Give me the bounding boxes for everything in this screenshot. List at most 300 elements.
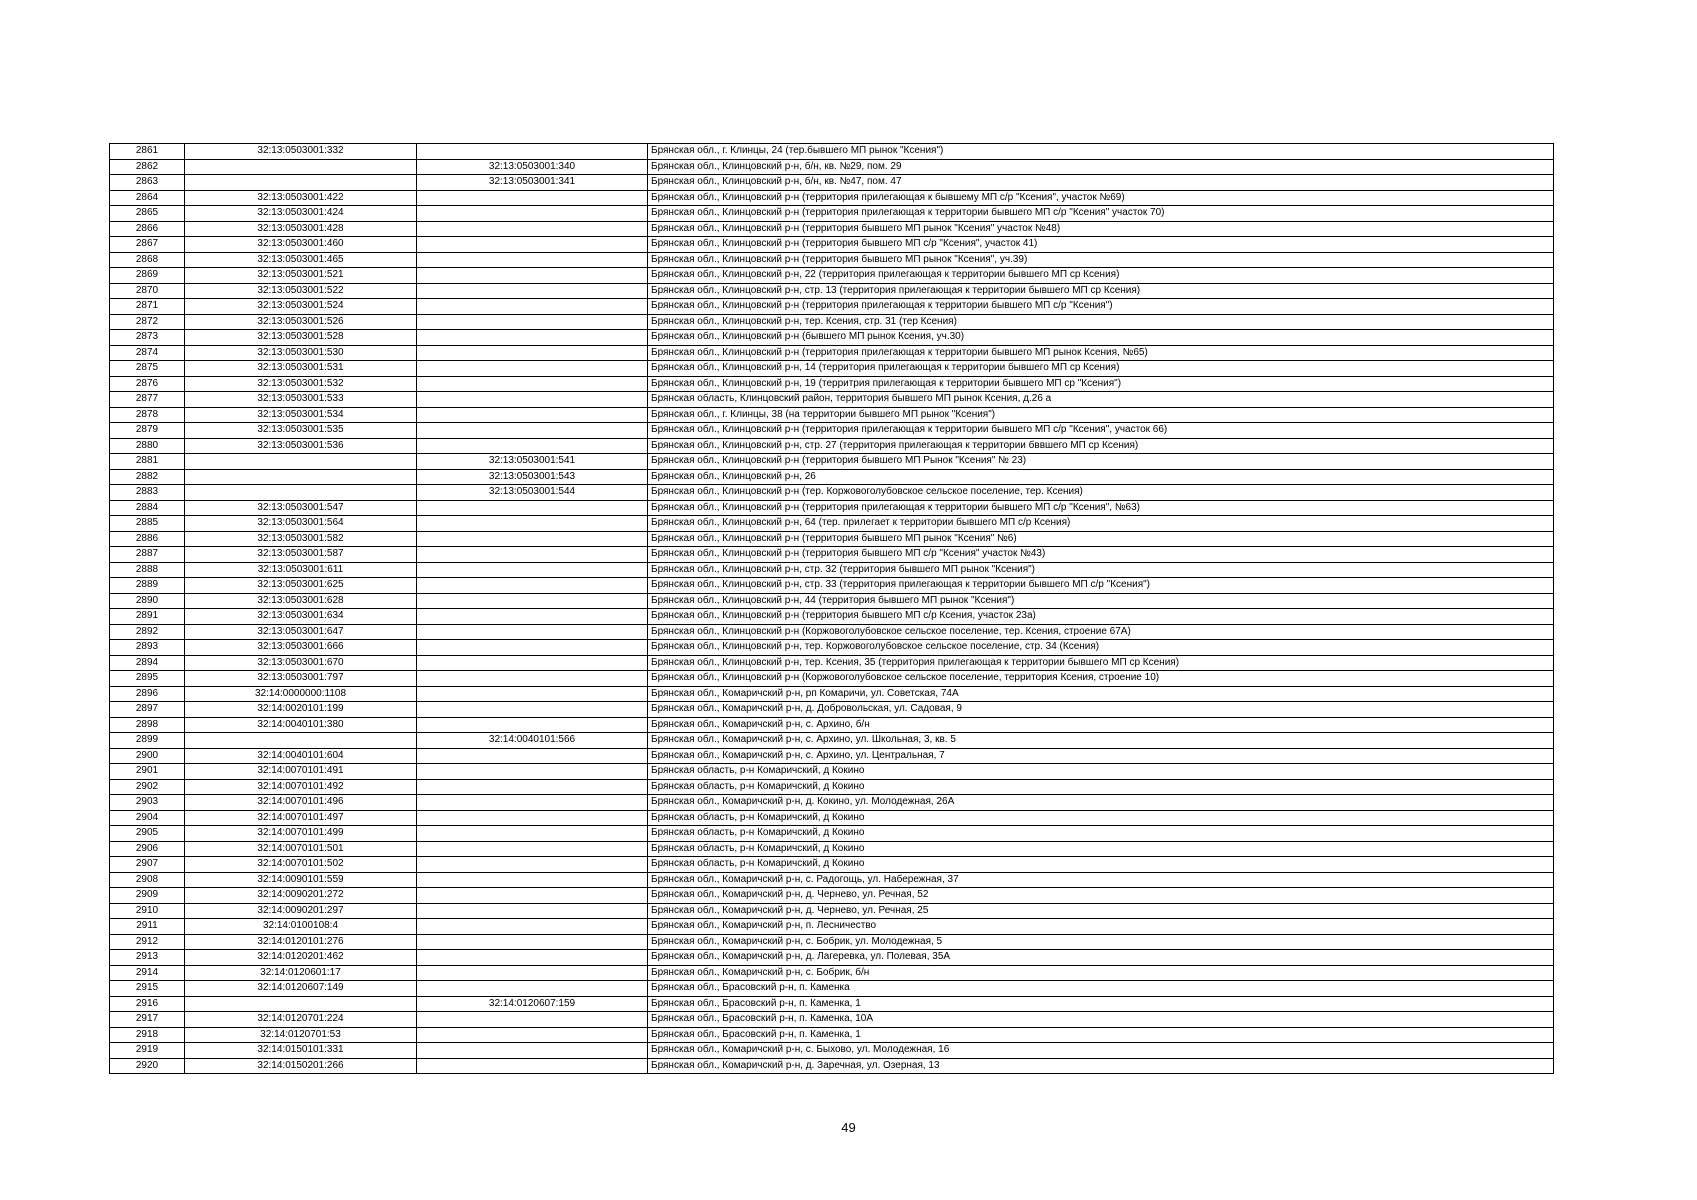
cadastral-number-alt-cell bbox=[417, 671, 648, 687]
row-number-cell: 2865 bbox=[110, 206, 185, 222]
cadastral-number-alt-cell bbox=[417, 144, 648, 160]
row-number-cell: 2891 bbox=[110, 609, 185, 625]
table-row bbox=[110, 919, 1554, 935]
cadastral-number-cell: 32:14:0120607:149 bbox=[185, 981, 417, 997]
table-row bbox=[110, 283, 1554, 299]
row-number-cell: 2914 bbox=[110, 965, 185, 981]
cadastral-number-cell: 32:14:0020101:199 bbox=[185, 702, 417, 718]
table-row bbox=[110, 1058, 1554, 1074]
address-cell: Брянская обл., Клинцовский р-н (территория прилегающая к территории бывшего МП с/р "Ксения") bbox=[648, 299, 1554, 315]
cadastral-number-cell: 32:13:0503001:532 bbox=[185, 376, 417, 392]
address-cell: Брянская обл., Комаричский р-н, д. Лагеревка, ул. Полевая, 35А bbox=[648, 950, 1554, 966]
cadastral-number-cell: 32:14:0090201:272 bbox=[185, 888, 417, 904]
table-row bbox=[110, 702, 1554, 718]
table-row bbox=[110, 438, 1554, 454]
address-cell: Брянская обл., Клинцовский р-н (территория прилегающая к территории бывшего МП с/р "Ксения" участок 70) bbox=[648, 206, 1554, 222]
cadastral-number-alt-cell bbox=[417, 578, 648, 594]
cadastral-number-alt-cell bbox=[417, 206, 648, 222]
cadastral-number-alt-cell bbox=[417, 345, 648, 361]
row-number-cell: 2876 bbox=[110, 376, 185, 392]
cadastral-number-cell bbox=[185, 996, 417, 1012]
cadastral-number-alt-cell bbox=[417, 531, 648, 547]
cadastral-number-alt-cell bbox=[417, 810, 648, 826]
address-cell: Брянская обл., Комаричский р-н, с. Бобрик, б/н bbox=[648, 965, 1554, 981]
cadastral-number-cell: 32:13:0503001:524 bbox=[185, 299, 417, 315]
cadastral-number-alt-cell bbox=[417, 268, 648, 284]
address-cell: Брянская обл., Комаричский р-н, с. Радогощь, ул. Набережная, 37 bbox=[648, 872, 1554, 888]
address-cell: Брянская область, Клинцовский район, территория бывшего МП рынок Ксения, д.26 а bbox=[648, 392, 1554, 408]
cadastral-number-alt-cell bbox=[417, 252, 648, 268]
cadastral-number-cell: 32:13:0503001:628 bbox=[185, 593, 417, 609]
table-row bbox=[110, 221, 1554, 237]
row-number-cell: 2911 bbox=[110, 919, 185, 935]
table-row bbox=[110, 640, 1554, 656]
cadastral-number-cell: 32:13:0503001:522 bbox=[185, 283, 417, 299]
cadastral-number-cell bbox=[185, 454, 417, 470]
table-row bbox=[110, 888, 1554, 904]
row-number-cell: 2894 bbox=[110, 655, 185, 671]
table-row bbox=[110, 872, 1554, 888]
row-number-cell: 2870 bbox=[110, 283, 185, 299]
table-row bbox=[110, 655, 1554, 671]
cadastral-number-alt-cell bbox=[417, 1012, 648, 1028]
address-cell: Брянская обл., Клинцовский р-н, б/н, кв. №29, пом. 29 bbox=[648, 159, 1554, 175]
cadastral-number-cell: 32:14:0040101:380 bbox=[185, 717, 417, 733]
row-number-cell: 2862 bbox=[110, 159, 185, 175]
cadastral-number-alt-cell: 32:13:0503001:341 bbox=[417, 175, 648, 191]
table-row bbox=[110, 609, 1554, 625]
cadastral-number-alt-cell bbox=[417, 686, 648, 702]
address-cell: Брянская обл., Брасовский р-н, п. Каменка bbox=[648, 981, 1554, 997]
cadastral-number-cell: 32:14:0120701:53 bbox=[185, 1027, 417, 1043]
cadastral-number-cell: 32:13:0503001:428 bbox=[185, 221, 417, 237]
table-row bbox=[110, 485, 1554, 501]
address-cell: Брянская обл., г. Клинцы, 24 (тер.бывшего МП рынок "Ксения") bbox=[648, 144, 1554, 160]
table-row bbox=[110, 717, 1554, 733]
table-row bbox=[110, 175, 1554, 191]
address-cell: Брянская обл., Клинцовский р-н (территория прилегающая к бывшему МП с/р "Ксения", участок №69) bbox=[648, 190, 1554, 206]
address-cell: Брянская обл., Клинцовский р-н, стр. 32 (территория бывшего МП рынок "Ксения") bbox=[648, 562, 1554, 578]
address-cell: Брянская область, р-н Комаричский, д Кокино bbox=[648, 857, 1554, 873]
cadastral-number-cell: 32:13:0503001:533 bbox=[185, 392, 417, 408]
cadastral-number-cell: 32:13:0503001:526 bbox=[185, 314, 417, 330]
table-row bbox=[110, 965, 1554, 981]
table-row bbox=[110, 314, 1554, 330]
cadastral-number-cell: 32:13:0503001:547 bbox=[185, 500, 417, 516]
table-row bbox=[110, 810, 1554, 826]
cadastral-number-alt-cell bbox=[417, 888, 648, 904]
table-row bbox=[110, 392, 1554, 408]
row-number-cell: 2869 bbox=[110, 268, 185, 284]
table-row bbox=[110, 562, 1554, 578]
table-row bbox=[110, 779, 1554, 795]
cadastral-number-cell bbox=[185, 733, 417, 749]
row-number-cell: 2900 bbox=[110, 748, 185, 764]
address-cell: Брянская обл., Клинцовский р-н, 44 (территория бывшего МП рынок "Ксения") bbox=[648, 593, 1554, 609]
address-cell: Брянская обл., Клинцовский р-н (Коржовоголубовское сельское поселение, территория Ксения, строение 10) bbox=[648, 671, 1554, 687]
table-row bbox=[110, 469, 1554, 485]
address-cell: Брянская обл., Комаричский р-н, д. Заречная, ул. Озерная, 13 bbox=[648, 1058, 1554, 1074]
table-row bbox=[110, 1027, 1554, 1043]
row-number-cell: 2913 bbox=[110, 950, 185, 966]
address-cell: Брянская обл., Клинцовский р-н (территория бывшего МП с/р "Ксения", участок 41) bbox=[648, 237, 1554, 253]
cadastral-number-cell: 32:13:0503001:670 bbox=[185, 655, 417, 671]
table-row bbox=[110, 593, 1554, 609]
row-number-cell: 2898 bbox=[110, 717, 185, 733]
address-cell: Брянская обл., Клинцовский р-н, б/н, кв. №47, пом. 47 bbox=[648, 175, 1554, 191]
cadastral-number-alt-cell bbox=[417, 655, 648, 671]
address-cell: Брянская обл., Клинцовский р-н, тер. Ксения, стр. 31 (тер Ксения) bbox=[648, 314, 1554, 330]
table-row bbox=[110, 764, 1554, 780]
address-cell: Брянская обл., Брасовский р-н, п. Каменка, 1 bbox=[648, 1027, 1554, 1043]
row-number-cell: 2919 bbox=[110, 1043, 185, 1059]
address-cell: Брянская обл., Клинцовский р-н (территория бывшего МП рынок "Ксения" участок №48) bbox=[648, 221, 1554, 237]
cadastral-number-cell: 32:14:0150101:331 bbox=[185, 1043, 417, 1059]
table-row bbox=[110, 748, 1554, 764]
address-cell: Брянская обл., Клинцовский р-н, 22 (территория прилегающая к территории бывшего МП ср Ксения) bbox=[648, 268, 1554, 284]
cadastral-number-cell: 32:14:0120701:224 bbox=[185, 1012, 417, 1028]
address-cell: Брянская обл., Клинцовский р-н (территория прилегающая к территории бывшего МП с/р "Ксения", участок 66) bbox=[648, 423, 1554, 439]
cadastral-number-cell bbox=[185, 159, 417, 175]
cadastral-number-alt-cell bbox=[417, 779, 648, 795]
address-cell: Брянская обл., Комаричский р-н, с. Бобрик, ул. Молодежная, 5 bbox=[648, 934, 1554, 950]
cadastral-number-cell: 32:14:0070101:497 bbox=[185, 810, 417, 826]
cadastral-number-alt-cell bbox=[417, 190, 648, 206]
address-cell: Брянская обл., Комаричский р-н, с. Архино, ул. Центральная, 7 bbox=[648, 748, 1554, 764]
row-number-cell: 2890 bbox=[110, 593, 185, 609]
row-number-cell: 2897 bbox=[110, 702, 185, 718]
row-number-cell: 2910 bbox=[110, 903, 185, 919]
address-cell: Брянская обл., Клинцовский р-н, стр. 33 (территория прилегающая к территории бывшего МП с/р "Ксения") bbox=[648, 578, 1554, 594]
row-number-cell: 2895 bbox=[110, 671, 185, 687]
table-row bbox=[110, 1012, 1554, 1028]
table-row bbox=[110, 190, 1554, 206]
cadastral-number-alt-cell bbox=[417, 841, 648, 857]
cadastral-number-cell: 32:14:0090101:559 bbox=[185, 872, 417, 888]
cadastral-number-alt-cell bbox=[417, 903, 648, 919]
address-cell: Брянская область, р-н Комаричский, д Кокино bbox=[648, 779, 1554, 795]
address-cell: Брянская обл., Клинцовский р-н (тер. Коржовоголубовское сельское поселение, тер. Ксения) bbox=[648, 485, 1554, 501]
cadastral-number-alt-cell bbox=[417, 857, 648, 873]
address-cell: Брянская обл., Клинцовский р-н, стр. 27 (территория прилегающая к территории бввшего МП ср Ксения) bbox=[648, 438, 1554, 454]
row-number-cell: 2909 bbox=[110, 888, 185, 904]
cadastral-number-cell: 32:13:0503001:587 bbox=[185, 547, 417, 563]
row-number-cell: 2880 bbox=[110, 438, 185, 454]
cadastral-number-cell: 32:14:0120601:17 bbox=[185, 965, 417, 981]
cadastral-number-cell: 32:13:0503001:666 bbox=[185, 640, 417, 656]
table-row bbox=[110, 624, 1554, 640]
cadastral-number-alt-cell bbox=[417, 919, 648, 935]
cadastral-number-cell: 32:13:0503001:536 bbox=[185, 438, 417, 454]
cadastral-number-cell: 32:13:0503001:422 bbox=[185, 190, 417, 206]
table-row bbox=[110, 671, 1554, 687]
row-number-cell: 2899 bbox=[110, 733, 185, 749]
registry-table bbox=[109, 143, 1554, 1074]
address-cell: Брянская обл., Клинцовский р-н, тер. Ксения, 35 (территория прилегающая к территории бывшего МП ср Ксения) bbox=[648, 655, 1554, 671]
row-number-cell: 2901 bbox=[110, 764, 185, 780]
cadastral-number-alt-cell bbox=[417, 562, 648, 578]
row-number-cell: 2905 bbox=[110, 826, 185, 842]
cadastral-number-alt-cell bbox=[417, 593, 648, 609]
cadastral-number-alt-cell bbox=[417, 826, 648, 842]
cadastral-number-cell: 32:13:0503001:528 bbox=[185, 330, 417, 346]
cadastral-number-cell: 32:14:0070101:499 bbox=[185, 826, 417, 842]
cadastral-number-cell: 32:14:0070101:502 bbox=[185, 857, 417, 873]
table-row bbox=[110, 1043, 1554, 1059]
cadastral-number-cell: 32:14:0070101:501 bbox=[185, 841, 417, 857]
cadastral-number-alt-cell bbox=[417, 748, 648, 764]
cadastral-number-alt-cell bbox=[417, 299, 648, 315]
cadastral-number-alt-cell bbox=[417, 283, 648, 299]
cadastral-number-alt-cell bbox=[417, 361, 648, 377]
cadastral-number-alt-cell: 32:14:0120607:159 bbox=[417, 996, 648, 1012]
cadastral-number-alt-cell bbox=[417, 516, 648, 532]
cadastral-number-alt-cell bbox=[417, 965, 648, 981]
address-cell: Брянская область, р-н Комаричский, д Кокино bbox=[648, 826, 1554, 842]
address-cell: Брянская обл., Клинцовский р-н (территория прилегающая к территории бывшего МП с/р "Ксения", №63) bbox=[648, 500, 1554, 516]
cadastral-number-cell: 32:13:0503001:611 bbox=[185, 562, 417, 578]
row-number-cell: 2904 bbox=[110, 810, 185, 826]
table-row bbox=[110, 500, 1554, 516]
table-row bbox=[110, 237, 1554, 253]
cadastral-number-cell: 32:14:0090201:297 bbox=[185, 903, 417, 919]
row-number-cell: 2917 bbox=[110, 1012, 185, 1028]
address-cell: Брянская обл., Клинцовский р-н (бывшего МП рынок Ксения, уч.30) bbox=[648, 330, 1554, 346]
cadastral-number-cell: 32:13:0503001:797 bbox=[185, 671, 417, 687]
address-cell: Брянская область, р-н Комаричский, д Кокино bbox=[648, 810, 1554, 826]
cadastral-number-cell: 32:13:0503001:332 bbox=[185, 144, 417, 160]
cadastral-number-alt-cell bbox=[417, 314, 648, 330]
row-number-cell: 2878 bbox=[110, 407, 185, 423]
row-number-cell: 2918 bbox=[110, 1027, 185, 1043]
row-number-cell: 2872 bbox=[110, 314, 185, 330]
cadastral-number-cell: 32:13:0503001:465 bbox=[185, 252, 417, 268]
row-number-cell: 2881 bbox=[110, 454, 185, 470]
cadastral-number-alt-cell: 32:13:0503001:544 bbox=[417, 485, 648, 501]
table-row bbox=[110, 144, 1554, 160]
table-row bbox=[110, 454, 1554, 470]
row-number-cell: 2907 bbox=[110, 857, 185, 873]
cadastral-number-alt-cell bbox=[417, 500, 648, 516]
cadastral-number-cell: 32:14:0070101:496 bbox=[185, 795, 417, 811]
cadastral-number-alt-cell: 32:14:0040101:566 bbox=[417, 733, 648, 749]
table-row bbox=[110, 252, 1554, 268]
table-row bbox=[110, 903, 1554, 919]
table-row bbox=[110, 516, 1554, 532]
table-row bbox=[110, 407, 1554, 423]
table-row bbox=[110, 345, 1554, 361]
table-row bbox=[110, 996, 1554, 1012]
table-row bbox=[110, 361, 1554, 377]
cadastral-number-alt-cell bbox=[417, 547, 648, 563]
cadastral-number-cell: 32:13:0503001:535 bbox=[185, 423, 417, 439]
row-number-cell: 2893 bbox=[110, 640, 185, 656]
cadastral-number-alt-cell bbox=[417, 934, 648, 950]
address-cell: Брянская обл., г. Клинцы, 38 (на территории бывшего МП рынок "Ксения") bbox=[648, 407, 1554, 423]
address-cell: Брянская обл., Комаричский р-н, рп Комаричи, ул. Советская, 74А bbox=[648, 686, 1554, 702]
row-number-cell: 2892 bbox=[110, 624, 185, 640]
cadastral-number-cell: 32:13:0503001:634 bbox=[185, 609, 417, 625]
row-number-cell: 2864 bbox=[110, 190, 185, 206]
table-row bbox=[110, 299, 1554, 315]
cadastral-number-cell: 32:14:0120101:276 bbox=[185, 934, 417, 950]
cadastral-number-alt-cell bbox=[417, 1043, 648, 1059]
cadastral-number-alt-cell bbox=[417, 764, 648, 780]
table-row bbox=[110, 857, 1554, 873]
cadastral-number-alt-cell bbox=[417, 407, 648, 423]
address-cell: Брянская область, р-н Комаричский, д Кокино bbox=[648, 841, 1554, 857]
row-number-cell: 2903 bbox=[110, 795, 185, 811]
row-number-cell: 2871 bbox=[110, 299, 185, 315]
address-cell: Брянская обл., Клинцовский р-н, тер. Коржовоголубовское сельское поселение, стр. 34 (Ксения) bbox=[648, 640, 1554, 656]
cadastral-number-cell: 32:13:0503001:625 bbox=[185, 578, 417, 594]
row-number-cell: 2879 bbox=[110, 423, 185, 439]
address-cell: Брянская обл., Комаричский р-н, с. Архино, ул. Школьная, 3, кв. 5 bbox=[648, 733, 1554, 749]
table-row bbox=[110, 795, 1554, 811]
table-row bbox=[110, 268, 1554, 284]
cadastral-number-cell bbox=[185, 175, 417, 191]
cadastral-number-alt-cell bbox=[417, 950, 648, 966]
registry-table-body bbox=[110, 144, 1554, 1074]
cadastral-number-cell: 32:14:0070101:491 bbox=[185, 764, 417, 780]
cadastral-number-alt-cell bbox=[417, 376, 648, 392]
address-cell: Брянская обл., Клинцовский р-н (территория прилегающая к территории бывшего МП рынок Ксения, №65) bbox=[648, 345, 1554, 361]
row-number-cell: 2883 bbox=[110, 485, 185, 501]
table-row bbox=[110, 733, 1554, 749]
address-cell: Брянская обл., Клинцовский р-н (территория бывшего МП рынок "Ксения" №6) bbox=[648, 531, 1554, 547]
table-row bbox=[110, 934, 1554, 950]
cadastral-number-alt-cell bbox=[417, 609, 648, 625]
cadastral-number-cell: 32:13:0503001:521 bbox=[185, 268, 417, 284]
row-number-cell: 2866 bbox=[110, 221, 185, 237]
address-cell: Брянская обл., Комаричский р-н, д. Чернево, ул. Речная, 25 bbox=[648, 903, 1554, 919]
cadastral-number-cell: 32:14:0100108:4 bbox=[185, 919, 417, 935]
row-number-cell: 2887 bbox=[110, 547, 185, 563]
address-cell: Брянская обл., Клинцовский р-н, 19 (территрия прилегающая к территории бывшего МП ср "Ксения") bbox=[648, 376, 1554, 392]
row-number-cell: 2877 bbox=[110, 392, 185, 408]
address-cell: Брянская обл., Клинцовский р-н (территория бывшего МП Рынок "Ксения" № 23) bbox=[648, 454, 1554, 470]
cadastral-number-cell: 32:13:0503001:647 bbox=[185, 624, 417, 640]
cadastral-number-alt-cell bbox=[417, 1027, 648, 1043]
row-number-cell: 2920 bbox=[110, 1058, 185, 1074]
cadastral-number-cell: 32:14:0120201:462 bbox=[185, 950, 417, 966]
row-number-cell: 2912 bbox=[110, 934, 185, 950]
address-cell: Брянская обл., Клинцовский р-н, 26 bbox=[648, 469, 1554, 485]
row-number-cell: 2896 bbox=[110, 686, 185, 702]
cadastral-number-alt-cell: 32:13:0503001:541 bbox=[417, 454, 648, 470]
cadastral-number-cell: 32:13:0503001:460 bbox=[185, 237, 417, 253]
cadastral-number-alt-cell bbox=[417, 624, 648, 640]
cadastral-number-cell: 32:14:0150201:266 bbox=[185, 1058, 417, 1074]
cadastral-number-alt-cell bbox=[417, 423, 648, 439]
cadastral-number-alt-cell bbox=[417, 795, 648, 811]
address-cell: Брянская обл., Клинцовский р-н (территория бывшего МП с/р "Ксения" участок №43) bbox=[648, 547, 1554, 563]
address-cell: Брянская обл., Клинцовский р-н (территория бывшего МП с/р Ксения, участок 23а) bbox=[648, 609, 1554, 625]
table-row bbox=[110, 578, 1554, 594]
address-cell: Брянская обл., Комаричский р-н, с. Архино, б/н bbox=[648, 717, 1554, 733]
row-number-cell: 2868 bbox=[110, 252, 185, 268]
address-cell: Брянская обл., Клинцовский р-н, 14 (территория прилегающая к территории бывшего МП ср Ксения) bbox=[648, 361, 1554, 377]
cadastral-number-alt-cell bbox=[417, 702, 648, 718]
cadastral-number-cell: 32:14:0000000:1108 bbox=[185, 686, 417, 702]
cadastral-number-cell: 32:13:0503001:531 bbox=[185, 361, 417, 377]
cadastral-number-cell: 32:13:0503001:582 bbox=[185, 531, 417, 547]
cadastral-number-cell: 32:13:0503001:534 bbox=[185, 407, 417, 423]
row-number-cell: 2884 bbox=[110, 500, 185, 516]
cadastral-number-cell: 32:13:0503001:424 bbox=[185, 206, 417, 222]
address-cell: Брянская обл., Клинцовский р-н (Коржовоголубовское сельское поселение, тер. Ксения, строение 67А) bbox=[648, 624, 1554, 640]
table-row bbox=[110, 950, 1554, 966]
cadastral-number-alt-cell: 32:13:0503001:543 bbox=[417, 469, 648, 485]
page-number: 49 bbox=[841, 1120, 856, 1135]
cadastral-number-cell bbox=[185, 485, 417, 501]
address-cell: Брянская обл., Комаричский р-н, д. Чернево, ул. Речная, 52 bbox=[648, 888, 1554, 904]
address-cell: Брянская область, р-н Комаричский, д Кокино bbox=[648, 764, 1554, 780]
row-number-cell: 2873 bbox=[110, 330, 185, 346]
address-cell: Брянская обл., Комаричский р-н, д. Кокино, ул. Молодежная, 26А bbox=[648, 795, 1554, 811]
cadastral-number-alt-cell bbox=[417, 237, 648, 253]
table-row bbox=[110, 159, 1554, 175]
address-cell: Брянская обл., Комаричский р-н, п. Лесничество bbox=[648, 919, 1554, 935]
row-number-cell: 2915 bbox=[110, 981, 185, 997]
cadastral-number-alt-cell bbox=[417, 438, 648, 454]
row-number-cell: 2902 bbox=[110, 779, 185, 795]
table-row bbox=[110, 841, 1554, 857]
address-cell: Брянская обл., Клинцовский р-н (территория бывшего МП рынок "Ксения", уч.39) bbox=[648, 252, 1554, 268]
row-number-cell: 2874 bbox=[110, 345, 185, 361]
address-cell: Брянская обл., Брасовский р-н, п. Каменка, 1 bbox=[648, 996, 1554, 1012]
row-number-cell: 2888 bbox=[110, 562, 185, 578]
address-cell: Брянская обл., Клинцовский р-н, 64 (тер. прилегает к территории бывшего МП с/р Ксения) bbox=[648, 516, 1554, 532]
cadastral-number-alt-cell bbox=[417, 392, 648, 408]
table-row bbox=[110, 686, 1554, 702]
cadastral-number-cell: 32:13:0503001:530 bbox=[185, 345, 417, 361]
address-cell: Брянская обл., Брасовский р-н, п. Каменка, 10А bbox=[648, 1012, 1554, 1028]
address-cell: Брянская обл., Комаричский р-н, с. Быхово, ул. Молодежная, 16 bbox=[648, 1043, 1554, 1059]
row-number-cell: 2875 bbox=[110, 361, 185, 377]
table-row bbox=[110, 206, 1554, 222]
row-number-cell: 2885 bbox=[110, 516, 185, 532]
row-number-cell: 2863 bbox=[110, 175, 185, 191]
cadastral-number-alt-cell bbox=[417, 221, 648, 237]
table-row bbox=[110, 376, 1554, 392]
row-number-cell: 2867 bbox=[110, 237, 185, 253]
cadastral-number-alt-cell bbox=[417, 717, 648, 733]
cadastral-number-cell bbox=[185, 469, 417, 485]
cadastral-number-cell: 32:14:0070101:492 bbox=[185, 779, 417, 795]
table-row bbox=[110, 330, 1554, 346]
address-cell: Брянская обл., Клинцовский р-н, стр. 13 (территория прилегающая к территории бывшего МП ср Ксения) bbox=[648, 283, 1554, 299]
cadastral-number-alt-cell bbox=[417, 872, 648, 888]
table-row bbox=[110, 981, 1554, 997]
cadastral-number-alt-cell bbox=[417, 640, 648, 656]
address-cell: Брянская обл., Комаричский р-н, д. Добровольская, ул. Садовая, 9 bbox=[648, 702, 1554, 718]
row-number-cell: 2886 bbox=[110, 531, 185, 547]
row-number-cell: 2916 bbox=[110, 996, 185, 1012]
row-number-cell: 2882 bbox=[110, 469, 185, 485]
row-number-cell: 2908 bbox=[110, 872, 185, 888]
table-row bbox=[110, 423, 1554, 439]
table-row bbox=[110, 531, 1554, 547]
table-row bbox=[110, 826, 1554, 842]
row-number-cell: 2889 bbox=[110, 578, 185, 594]
table-row bbox=[110, 547, 1554, 563]
cadastral-number-alt-cell bbox=[417, 330, 648, 346]
cadastral-number-cell: 32:14:0040101:604 bbox=[185, 748, 417, 764]
row-number-cell: 2861 bbox=[110, 144, 185, 160]
cadastral-number-alt-cell bbox=[417, 981, 648, 997]
cadastral-number-alt-cell: 32:13:0503001:340 bbox=[417, 159, 648, 175]
